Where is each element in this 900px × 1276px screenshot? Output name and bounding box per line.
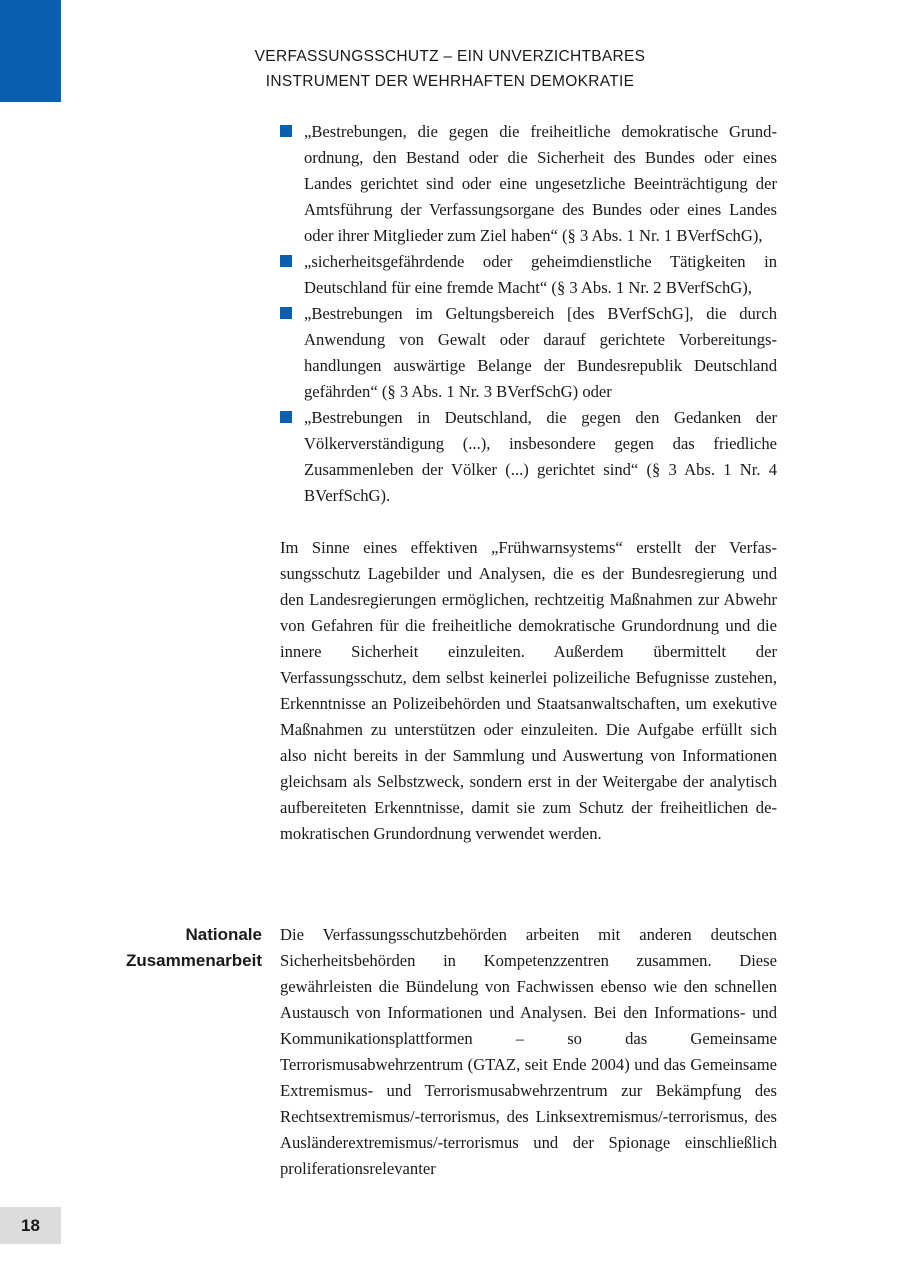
chapter-color-tab: [0, 0, 61, 102]
running-header: [180, 44, 720, 94]
list-item: [280, 249, 777, 301]
square-bullet-icon: [280, 411, 292, 423]
list-item-text: „Bestrebungen in Deutschland, die gegen den Gedanken der Völkerverständigung (...), insbesondere gegen das friedliche Zusammenleben der Völker (...) gerichtet sind“ (§ 3 Abs. 1 Nr. 4 BVerfSchG).: [304, 408, 777, 505]
list-item-text: „Bestrebungen im Geltungsbereich [des BVerfSchG], die durch Anwendung von Gewalt oder darauf gerichtete Vorbereitungshandlungen auswärtige Belange der Bundesrepublik Deutschland gefährden“ (§ 3 Abs. 1 Nr. 3 BVerfSchG) oder: [304, 304, 777, 401]
side-heading: [100, 922, 262, 974]
bullet-list: [280, 119, 777, 509]
list-item-text: „Bestrebungen, die gegen die freiheitliche demokratische Grundordnung, den Bestand oder die Sicherheit des Bundes oder eines Landes gerichtet sind oder eine ungesetzliche Beeinträchtigung der Amtsführung der Verfassungsorgane des Bundes oder eines Landes oder ihrer Mitglieder zum Ziel haben“ (§ 3 Abs. 1 Nr. 1 BVerfSchG),: [304, 122, 777, 245]
main-content: [280, 119, 777, 847]
square-bullet-icon: [280, 255, 292, 267]
header-line-2: INSTRUMENT DER WEHRHAFTEN DEMOKRATIE: [265, 73, 635, 90]
list-item: [280, 301, 777, 405]
section-paragraph: Die Verfassungsschutzbehörden arbeiten mit anderen deutschen Sicherheitsbehörden in Kompetenzzentren zusammen. Diese gewährleisten die Bündelung von Fachwissen ebenso wie den schnellen Austausch von Informationen und Analysen. Bei den Informations- und Kommunikationsplattformen – so das Gemeinsame Terrorismusabwehrzentrum (GTAZ, seit Ende 2004) und das Gemeinsame Extremismus- und Terrorismusabwehrzentrum zur Bekämpfung des Rechtsextremismus/-terrorismus, des Linksextremismus/-terrorismus, des Ausländerextremismus/-terrorismus und der Spionage einschließlich proliferationsrelevanter: [280, 925, 777, 1178]
header-line-1: VERFASSUNGSSCHUTZ – EIN UNVERZICHTBARES: [254, 48, 646, 65]
side-heading-line-1: Nationale: [185, 925, 262, 944]
list-item: [280, 119, 777, 249]
side-heading-line-2: Zusammenarbeit: [125, 951, 262, 970]
list-item-text: „sicherheitsgefährdende oder geheimdienstliche Tätigkeiten in Deutschland für eine fremde Macht“ (§ 3 Abs. 1 Nr. 2 BVerfSchG),: [304, 252, 777, 297]
page-number: 18: [0, 1207, 61, 1244]
body-paragraph: Im Sinne eines effektiven „Frühwarnsystems“ erstellt der Verfassungsschutz Lagebilder und Analysen, die es der Bundesregierung und den Landesregierungen ermöglichen, rechtzeitig Maßnahmen zur Abwehr von Gefahren für die freiheitliche demokratische Grundordnung und die innere Sicherheit einzuleiten. Außerdem übermittelt der Verfassungsschutz, dem selbst keinerlei polizeiliche Befugnisse zustehen, Erkenntnisse an Polizeibehörden und Staatsanwaltschaften, um exekutive Maßnahmen zu unterstützen oder einzuleiten. Die Aufgabe erfüllt sich also nicht bereits in der Sammlung und Auswertung von Informationen gleichsam als Selbstzweck, sondern erst in der Weitergabe der analytisch aufbereiteten Erkenntnisse, damit sie zum Schutz der freiheitlichen demokratischen Grundordnung verwendet werden.: [280, 538, 777, 843]
square-bullet-icon: [280, 125, 292, 137]
list-item: [280, 405, 777, 509]
square-bullet-icon: [280, 307, 292, 319]
